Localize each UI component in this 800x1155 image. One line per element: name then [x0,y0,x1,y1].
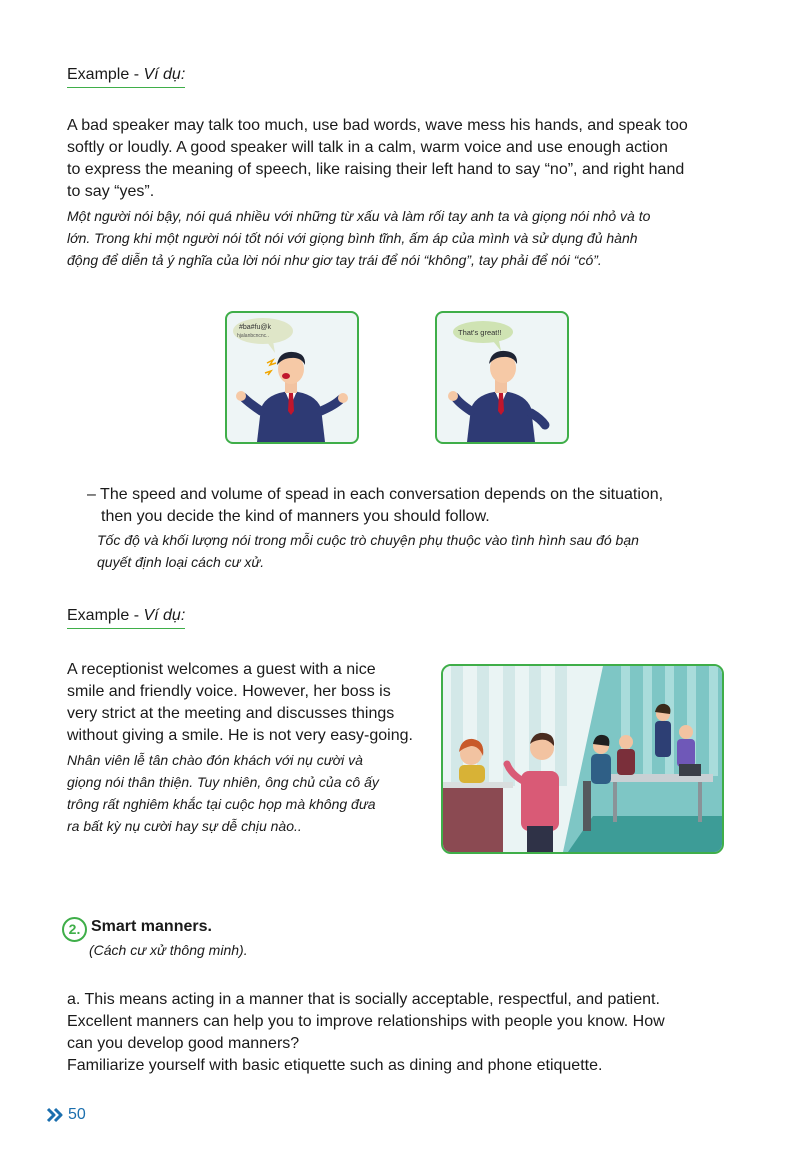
text-line: Tốc độ và khối lượng nói trong mỗi cuộc trò chuyện phụ thuộc vào tình hình sau đó bạn [97,532,639,548]
text-line: Excellent manners can help you to improve relationships with people you know. How [67,1013,665,1030]
example-label-vn: Ví dụ: [143,66,186,83]
text-line: A bad speaker may talk too much, use bad words, wave mess his hands, and speak too [67,117,688,134]
example-label: Example - [67,607,144,624]
paragraph-receptionist-vn [67,749,427,837]
bubble-text: #ba#fu@k [239,324,272,331]
paragraph-bad-good-speaker [67,115,747,203]
text-line: to say “yes”. [67,183,155,200]
bullet-speed-volume-vn [97,529,757,573]
example-label: Example - [67,66,144,83]
text-line: then you decide the kind of manners you should follow. [101,508,490,525]
section-subtitle: (Cách cư xử thông minh). [89,942,248,958]
text-line: A receptionist welcomes a guest with a nice [67,661,376,678]
example-heading-1 [67,66,185,88]
section-number-badge: 2. [62,917,87,942]
office-scene [443,666,722,852]
text-line: giọng nói thân thiện. Tuy nhiên, ông chủ của cô ấy [67,774,379,790]
text-line: smile and friendly voice. However, her boss is [67,683,391,700]
illustration-office-scene [441,664,724,854]
text-line: can you develop good manners? [67,1035,300,1052]
page-number: 50 [68,1106,86,1123]
example-label-vn: Ví dụ: [143,607,186,624]
text-line: – The speed and volume of spead in each conversation depends on the situation, [87,486,664,503]
paragraph-receptionist [67,659,427,747]
text-line: Familiarize yourself with basic etiquette such as dining and phone etiquette. [67,1057,603,1074]
text-line: very strict at the meeting and discusses things [67,705,395,722]
text-line: to express the meaning of speech, like raising their left hand to say “no”, and right hand [67,161,685,178]
text-line: lớn. Trong khi một người nói tốt nói với giọng bình tĩnh, ấm áp của mình và sử dụng đủ hành [67,230,638,246]
illustration-bad-speaker [225,311,359,444]
example-heading-2 [67,607,185,629]
text-line: a. This means acting in a manner that is socially acceptable, respectful, and patient. [67,991,660,1008]
paragraph-smart-manners [67,989,757,1077]
double-chevron-icon [46,1106,64,1129]
illustration-good-speaker [435,311,569,444]
paragraph-bad-good-speaker-vn [67,205,757,271]
text-line: Một người nói bậy, nói quá nhiều với những từ xấu và làm rối tay anh ta và giọng nói nhỏ và to [67,208,651,224]
bad-speaker-figure [227,313,357,442]
text-line: Nhân viên lễ tân chào đón khách với nụ cười và [67,752,363,768]
bullet-speed-volume [87,484,757,528]
text-line: động để diễn tả ý nghĩa của lời nói như giơ tay trái để nói “không”, tay phải để nói “có”. [67,252,602,268]
section-title: Smart manners. [91,918,212,935]
bubble-text: That's great!! [458,328,502,337]
bubble-subtext: hjalanbcncnc.. [237,333,269,339]
text-line: quyết định loại cách cư xử. [97,554,265,570]
text-line: without giving a smile. He is not very easy-going. [67,727,413,744]
text-line: softly or loudly. A good speaker will talk in a calm, warm voice and use enough action [67,139,668,156]
text-line: trông rất nghiêm khắc tại cuộc họp mà không đưa [67,796,376,812]
good-speaker-figure [437,313,567,442]
text-line: ra bất kỳ nụ cười hay sự dễ chịu nào.. [67,818,302,834]
